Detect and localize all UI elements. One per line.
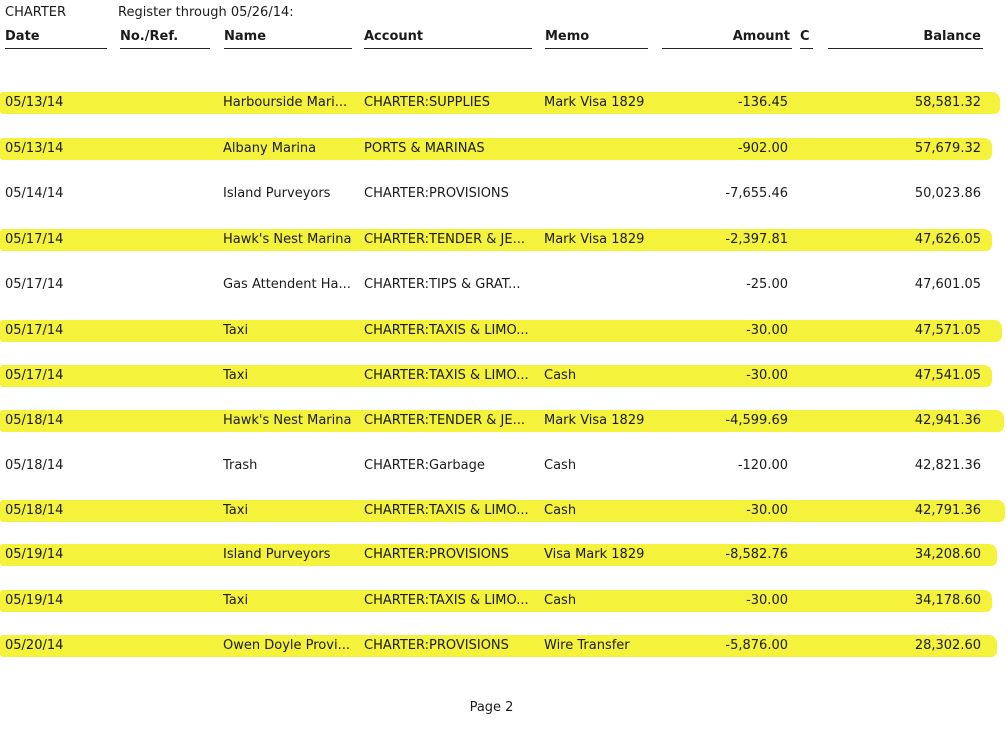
cell-balance: 28,302.60 bbox=[914, 638, 981, 653]
cell-name: Gas Attendent Ha... bbox=[223, 277, 351, 292]
table-row bbox=[0, 228, 1007, 252]
cell-date: 05/19/14 bbox=[5, 547, 64, 562]
table-row bbox=[0, 589, 1007, 613]
cell-amount: -30.00 bbox=[746, 503, 788, 518]
cell-account: CHARTER:PROVISIONS bbox=[364, 638, 509, 653]
cell-memo: Cash bbox=[544, 593, 577, 608]
cell-name: Owen Doyle Provi... bbox=[223, 638, 350, 653]
cell-amount: -30.00 bbox=[746, 323, 788, 338]
column-header-amount: Amount bbox=[732, 29, 790, 44]
cell-date: 05/19/14 bbox=[5, 593, 64, 608]
table-row bbox=[0, 499, 1007, 523]
cell-account: CHARTER:TENDER & JE... bbox=[364, 232, 525, 247]
cell-account: CHARTER:TAXIS & LIMO... bbox=[364, 368, 529, 383]
cell-date: 05/13/14 bbox=[5, 141, 64, 156]
cell-name: Island Purveyors bbox=[223, 186, 331, 201]
cell-account: CHARTER:PROVISIONS bbox=[364, 186, 509, 201]
cell-balance: 34,178.60 bbox=[914, 593, 981, 608]
cell-date: 05/18/14 bbox=[5, 413, 64, 428]
cell-account: CHARTER:PROVISIONS bbox=[364, 547, 509, 562]
cell-balance: 57,679.32 bbox=[914, 141, 981, 156]
highlight-mark bbox=[0, 92, 1000, 114]
cell-name: Albany Marina bbox=[223, 141, 317, 156]
header-rule-amount bbox=[662, 48, 792, 49]
cell-balance: 34,208.60 bbox=[914, 547, 981, 562]
cell-account: CHARTER:TIPS & GRAT... bbox=[364, 277, 521, 292]
column-header-cleared: C bbox=[800, 29, 810, 44]
cell-balance: 42,821.36 bbox=[914, 458, 981, 473]
cell-balance: 47,626.05 bbox=[914, 232, 981, 247]
header-rule-balance bbox=[828, 48, 983, 49]
column-header-ref: No./Ref. bbox=[120, 29, 179, 44]
cell-balance: 50,023.86 bbox=[914, 186, 981, 201]
cell-account: CHARTER:Garbage bbox=[364, 458, 485, 473]
cell-balance: 42,791.36 bbox=[914, 503, 981, 518]
cell-amount: -136.45 bbox=[737, 95, 788, 110]
cell-account: CHARTER:SUPPLIES bbox=[364, 95, 490, 110]
cell-amount: -30.00 bbox=[746, 593, 788, 608]
table-row bbox=[0, 319, 1007, 343]
header-rule-account bbox=[364, 48, 532, 49]
header-rule-memo bbox=[545, 48, 648, 49]
cell-date: 05/17/14 bbox=[5, 232, 64, 247]
cell-account: CHARTER:TAXIS & LIMO... bbox=[364, 323, 529, 338]
table-row bbox=[0, 364, 1007, 388]
header-rule-name bbox=[224, 48, 352, 49]
page-number: Page 2 bbox=[469, 700, 514, 715]
register-through-label: Register through 05/26/14: bbox=[118, 5, 294, 20]
table-row bbox=[0, 273, 1007, 297]
cell-amount: -5,876.00 bbox=[725, 638, 788, 653]
cell-balance: 47,541.05 bbox=[914, 368, 981, 383]
cell-amount: -30.00 bbox=[746, 368, 788, 383]
cell-date: 05/14/14 bbox=[5, 186, 64, 201]
cell-date: 05/17/14 bbox=[5, 368, 64, 383]
cell-name: Hawk's Nest Marina bbox=[223, 413, 352, 428]
cell-balance: 47,571.05 bbox=[914, 323, 981, 338]
cell-name: Harbourside Mari... bbox=[223, 95, 348, 110]
column-header-memo: Memo bbox=[545, 29, 590, 44]
cell-date: 05/13/14 bbox=[5, 95, 64, 110]
table-row bbox=[0, 454, 1007, 478]
table-row bbox=[0, 91, 1007, 115]
cell-memo: Visa Mark 1829 bbox=[544, 547, 645, 562]
cell-memo: Mark Visa 1829 bbox=[544, 95, 645, 110]
header-rule-date bbox=[5, 48, 107, 49]
cell-memo: Cash bbox=[544, 368, 577, 383]
cell-memo: Mark Visa 1829 bbox=[544, 232, 645, 247]
cell-memo: Cash bbox=[544, 458, 577, 473]
cell-name: Island Purveyors bbox=[223, 547, 331, 562]
column-header-account: Account bbox=[364, 29, 424, 44]
cell-amount: -902.00 bbox=[737, 141, 788, 156]
cell-date: 05/18/14 bbox=[5, 458, 64, 473]
cell-balance: 47,601.05 bbox=[914, 277, 981, 292]
cell-date: 05/17/14 bbox=[5, 323, 64, 338]
cell-amount: -4,599.69 bbox=[725, 413, 788, 428]
cell-name: Taxi bbox=[223, 593, 249, 608]
cell-name: Taxi bbox=[223, 503, 249, 518]
column-header-date: Date bbox=[5, 29, 40, 44]
cell-account: CHARTER:TAXIS & LIMO... bbox=[364, 593, 529, 608]
cell-date: 05/17/14 bbox=[5, 277, 64, 292]
column-header-name: Name bbox=[224, 29, 267, 44]
cell-memo: Cash bbox=[544, 503, 577, 518]
cell-account: PORTS & MARINAS bbox=[364, 141, 485, 156]
register-account-name: CHARTER bbox=[5, 5, 67, 20]
cell-memo: Mark Visa 1829 bbox=[544, 413, 645, 428]
header-rule-ref bbox=[120, 48, 210, 49]
cell-name: Trash bbox=[223, 458, 258, 473]
cell-amount: -120.00 bbox=[737, 458, 788, 473]
cell-account: CHARTER:TENDER & JE... bbox=[364, 413, 525, 428]
cell-amount: -7,655.46 bbox=[725, 186, 788, 201]
table-row bbox=[0, 634, 1007, 658]
table-row bbox=[0, 137, 1007, 161]
cell-account: CHARTER:TAXIS & LIMO... bbox=[364, 503, 529, 518]
cell-amount: -25.00 bbox=[746, 277, 788, 292]
cell-amount: -2,397.81 bbox=[725, 232, 788, 247]
cell-memo: Wire Transfer bbox=[544, 638, 630, 653]
column-header-balance: Balance bbox=[923, 29, 981, 44]
table-row bbox=[0, 409, 1007, 433]
cell-name: Taxi bbox=[223, 368, 249, 383]
cell-amount: -8,582.76 bbox=[725, 547, 788, 562]
cell-date: 05/20/14 bbox=[5, 638, 64, 653]
highlight-mark bbox=[0, 138, 992, 160]
table-row bbox=[0, 543, 1007, 567]
header-rule-cleared bbox=[800, 48, 813, 49]
cell-name: Hawk's Nest Marina bbox=[223, 232, 352, 247]
cell-date: 05/18/14 bbox=[5, 503, 64, 518]
cell-balance: 58,581.32 bbox=[914, 95, 981, 110]
table-row bbox=[0, 182, 1007, 206]
cell-name: Taxi bbox=[223, 323, 249, 338]
cell-balance: 42,941.36 bbox=[914, 413, 981, 428]
